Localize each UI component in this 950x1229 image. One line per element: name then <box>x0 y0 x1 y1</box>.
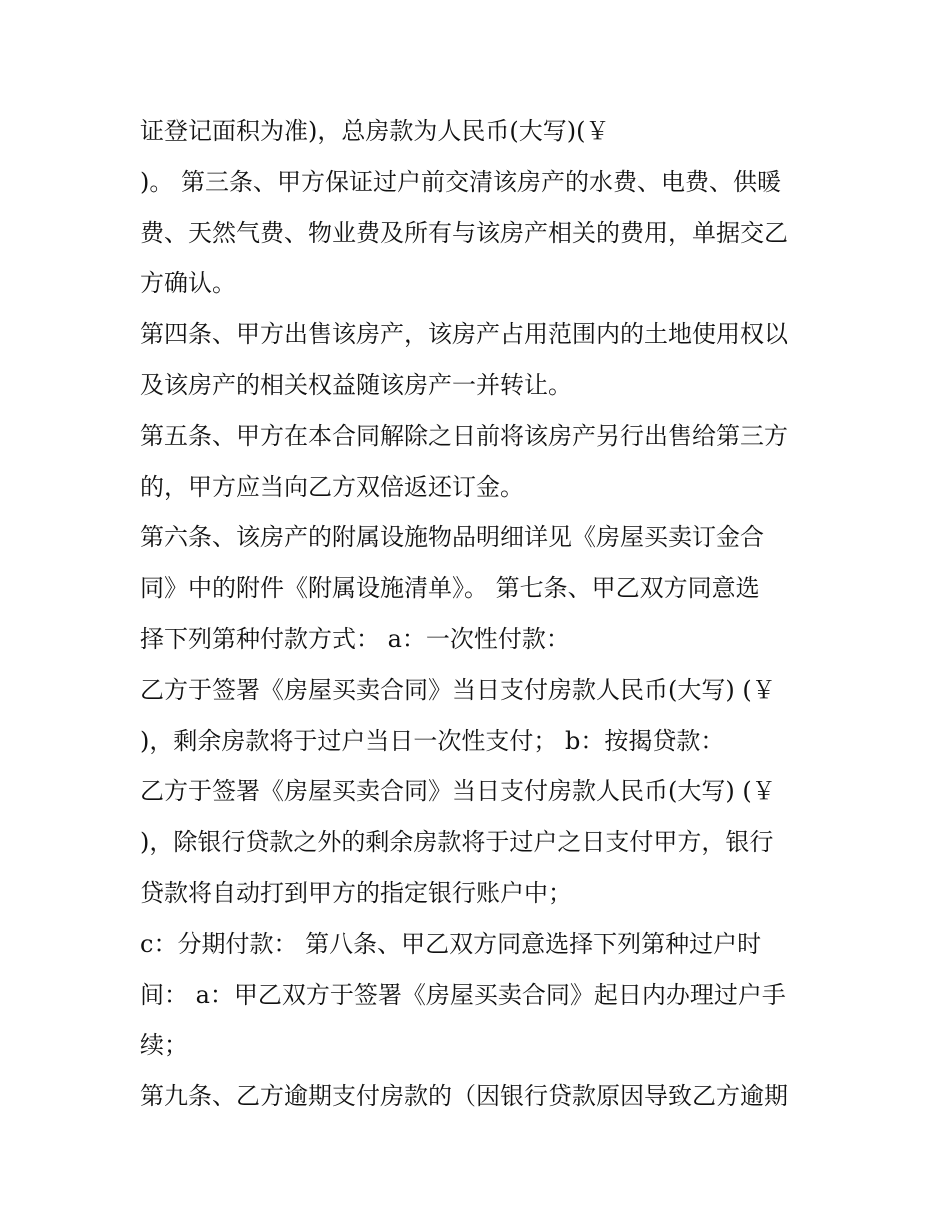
contract-text <box>140 106 820 1122</box>
text-line: 第五条、甲方在本合同解除之日前将该房产另行出售给第三方 <box>140 421 788 450</box>
text-line: 乙方于签署《房屋买卖合同》当日支付房款人民币(大写) (￥ <box>140 675 776 704</box>
text-line: 证登记面积为准)，总房款为人民币(大写)(￥ <box>140 117 610 145</box>
text-line: 贷款将自动打到甲方的指定银行账户中； <box>140 878 572 907</box>
text-line: 方确认。 <box>140 269 236 298</box>
text-line: )，除银行贷款之外的剩余房款将于过户之日支付甲方，银行 <box>140 828 774 857</box>
text-line: )。 第三条、甲方保证过户前交清该房产的水费、电费、供暖 <box>140 167 781 196</box>
text-line: 同》中的附件《附属设施清单》。 第七条、甲乙双方同意选 <box>140 574 760 603</box>
text-line: )，剩余房款将于过户当日一次性支付； b：按揭贷款： <box>140 726 725 755</box>
text-line: 乙方于签署《房屋买卖合同》当日支付房款人民币(大写) (￥ <box>140 777 776 806</box>
text-line: 第九条、乙方逾期支付房款的（因银行贷款原因导致乙方逾期 <box>140 1082 788 1111</box>
text-line: c：分期付款： 第八条、甲乙双方同意选择下列第种过户时 <box>140 929 762 958</box>
text-line: 及该房产的相关权益随该房产一并转让。 <box>140 370 572 399</box>
text-line: 第四条、甲方出售该房产，该房产占用范围内的土地使用权以 <box>140 320 788 349</box>
text-line: 续； <box>140 1031 188 1060</box>
text-line: 费、天然气费、物业费及所有与该房产相关的费用，单据交乙 <box>140 218 788 247</box>
text-line: 的，甲方应当向乙方双倍返还订金。 <box>140 472 524 501</box>
text-line: 第六条、该房产的附属设施物品明细详见《房屋买卖订金合 <box>140 523 764 552</box>
text-line: 择下列第种付款方式： a：一次性付款： <box>140 624 570 653</box>
text-line: 间： a：甲乙双方于签署《房屋买卖合同》起日内办理过户手 <box>140 980 786 1009</box>
